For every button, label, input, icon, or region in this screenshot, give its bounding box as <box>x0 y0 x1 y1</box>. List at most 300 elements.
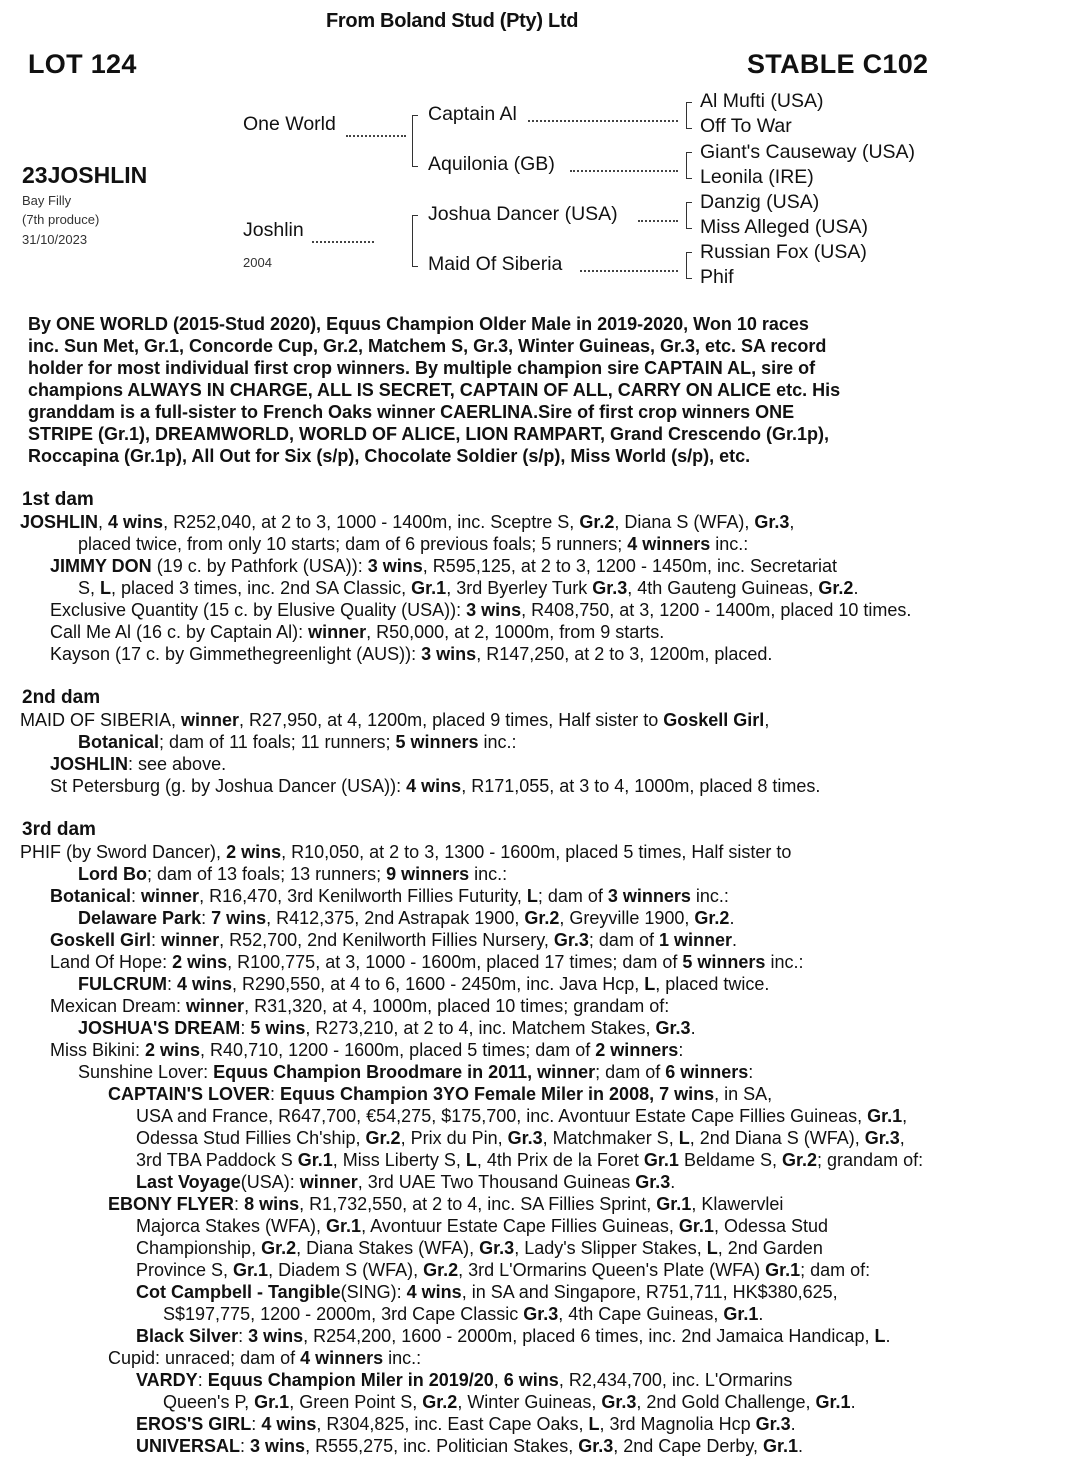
bold-text: L <box>465 1150 477 1170</box>
bold-text: winner <box>181 710 240 730</box>
text: . <box>885 1326 891 1346</box>
text: Miss Bikini: <box>50 1040 146 1060</box>
section-heading: 2nd dam <box>22 687 101 708</box>
bold-text: JOSHLIN <box>50 754 129 774</box>
text: , Green Point S, <box>289 1392 423 1412</box>
text: : <box>251 1414 262 1434</box>
text: St Petersburg (g. by Joshua Dancer (USA)): <box>50 776 407 796</box>
text: ; dam of: <box>800 1260 871 1280</box>
pedigree-line <box>20 1281 923 1303</box>
text: Call Me Al (16 c. by Captain Al): <box>50 622 309 642</box>
bold-text: L <box>678 1128 690 1148</box>
text: , Odessa Stud <box>713 1216 829 1236</box>
text: ; dam of <box>588 930 659 950</box>
summary-line: champions ALWAYS IN CHARGE, ALL IS SECRET, CAPTAIN OF ALL, CARRY ON ALICE etc. His <box>28 380 841 400</box>
bold-text: Gr.1 <box>815 1392 851 1412</box>
bold-text: Equus Champion Broodmare in 2011, winner <box>213 1062 596 1082</box>
text: , Klawervlei <box>691 1194 784 1214</box>
horse-sex: Bay Filly <box>22 193 72 208</box>
text: , R40,710, 1200 - 1600m, placed 5 times; dam of <box>200 1040 596 1060</box>
dam-sire: Joshua Dancer (USA) <box>428 203 618 225</box>
summary-line: STRIPE (Gr.1), DREAMWORLD, WORLD OF ALICE, LION RAMPART, Grand Crescendo (Gr.1p), <box>28 424 830 444</box>
bracket <box>686 202 692 229</box>
pedigree-line <box>20 577 923 599</box>
text: . <box>731 930 737 950</box>
pedigree-line <box>20 1127 923 1149</box>
ancestor: Giant's Causeway (USA) <box>700 141 916 163</box>
text: , R31,320, at 4, 1000m, placed 10 times; grandam of: <box>244 996 670 1016</box>
text: , 3rd Magnolia Hcp <box>599 1414 756 1434</box>
bold-text: Gr.1 <box>723 1304 759 1324</box>
ancestor: Russian Fox (USA) <box>700 241 867 263</box>
text: : <box>238 1326 249 1346</box>
bold-text: 4 wins <box>177 974 233 994</box>
dam-year: 2004 <box>243 255 272 270</box>
text: . <box>690 1018 696 1038</box>
bold-text: Gr.1 <box>656 1194 692 1214</box>
ancestor: Off To War <box>700 115 792 137</box>
sire-sire: Captain Al <box>428 103 517 125</box>
bold-text: 5 winners <box>395 732 479 752</box>
bold-text: Gr.3 <box>553 930 589 950</box>
pedigree-line <box>20 1215 923 1237</box>
text: USA and France, R647,700, €54,275, $175,700, inc. Avontuur Estate Cape Fillies Guineas, <box>136 1106 868 1126</box>
pedigree-line <box>20 1391 923 1413</box>
bold-text: L <box>644 974 656 994</box>
bold-text: Gr.1 <box>297 1150 333 1170</box>
bold-text: 4 winners <box>627 534 711 554</box>
text: , 2nd Diana S (WFA), <box>689 1128 865 1148</box>
bold-text: Gr.1 <box>233 1260 269 1280</box>
pedigree-line <box>20 1435 923 1457</box>
sire-summary <box>28 313 840 467</box>
text: : <box>240 1436 251 1456</box>
bold-text: Gr.2 <box>694 908 730 928</box>
text: , in SA and Singapore, R751,711, HK$380,625, <box>461 1282 838 1302</box>
text: Odessa Stud Fillies Ch'ship, <box>136 1128 366 1148</box>
bold-text: Gr.3 <box>578 1436 614 1456</box>
bold-text: L <box>706 1238 718 1258</box>
text: Beldame S, <box>678 1150 782 1170</box>
bold-text: winner <box>299 1172 358 1192</box>
summary-line: By ONE WORLD (2015-Stud 2020), Equus Champion Older Male in 2019-2020, Won 10 races <box>28 314 809 334</box>
pedigree-line <box>20 1259 923 1281</box>
text: , R27,950, at 4, 1200m, placed 9 times, Half sister to <box>239 710 664 730</box>
bold-text: JOSHUA'S DREAM <box>78 1018 241 1038</box>
bold-text: L <box>588 1414 600 1434</box>
bold-text: Last Voyage <box>136 1172 241 1192</box>
text: : <box>240 1018 251 1038</box>
text: , R171,055, at 3 to 4, 1000m, placed 8 times. <box>461 776 821 796</box>
horse-produce: (7th produce) <box>22 212 100 227</box>
text: PHIF (by Sword Dancer), <box>20 842 227 862</box>
ancestor: Al Mufti (USA) <box>700 90 824 112</box>
bold-text: Equus Champion Miler in 2019/20 <box>207 1370 494 1390</box>
text: , Winter Guineas, <box>457 1392 602 1412</box>
text: , R273,210, at 2 to 4, inc. Matchem Stakes, <box>305 1018 656 1038</box>
pedigree-line <box>20 907 923 929</box>
text: , R10,050, at 2 to 3, 1300 - 1600m, placed 5 times, Half sister to <box>281 842 792 862</box>
text: Sunshine Lover: <box>78 1062 214 1082</box>
text: , Diana Stakes (WFA), <box>296 1238 480 1258</box>
text: . <box>798 1436 804 1456</box>
ancestor: Leonila (IRE) <box>700 166 814 188</box>
pedigree-line <box>20 1039 923 1061</box>
bold-text: Gr.2 <box>261 1238 297 1258</box>
bold-text: 4 wins <box>261 1414 317 1434</box>
text: , 4th Prix de la Foret <box>476 1150 644 1170</box>
text: , <box>493 1370 504 1390</box>
bold-text: Gr.3 <box>479 1238 515 1258</box>
text: , 2nd Garden <box>717 1238 823 1258</box>
text: Exclusive Quantity (15 c. by Elusive Quality (USA)): <box>50 600 467 620</box>
bold-text: L <box>526 886 538 906</box>
text: : <box>131 886 142 906</box>
bold-text: 2 winners <box>595 1040 679 1060</box>
text: , R147,250, at 2 to 3, 1200m, placed. <box>476 644 773 664</box>
text: , R412,375, 2nd Astrapak 1900, <box>266 908 525 928</box>
leader-dots <box>346 135 406 137</box>
bold-text: 4 wins <box>406 1282 462 1302</box>
text: , R52,700, 2nd Kenilworth Fillies Nursery, <box>219 930 554 950</box>
text: Championship, <box>136 1238 262 1258</box>
text: ; dam of <box>537 886 608 906</box>
bold-text: Gr.2 <box>818 578 854 598</box>
bold-text: JIMMY DON <box>50 556 152 576</box>
bold-text: Delaware Park <box>78 908 202 928</box>
bold-text: Gr.1 <box>411 578 447 598</box>
dam-section <box>20 489 923 665</box>
bold-text: UNIVERSAL <box>136 1436 241 1456</box>
pedigree-line <box>20 709 923 731</box>
dam: Joshlin <box>243 219 304 241</box>
pedigree-line <box>20 1369 923 1391</box>
text: placed twice, from only 10 starts; dam of 6 previous foals; 5 runners; <box>78 534 628 554</box>
bracket <box>686 152 692 179</box>
text: MAID OF SIBERIA, <box>20 710 182 730</box>
bold-text: Gr.1 <box>678 1216 714 1236</box>
bold-text: 3 wins <box>466 600 522 620</box>
bold-text: Gr.2 <box>782 1150 818 1170</box>
text: , 4th Gauteng Guineas, <box>627 578 819 598</box>
bold-text: Gr.3 <box>655 1018 691 1038</box>
pedigree-line <box>20 511 923 533</box>
text: , <box>899 1128 905 1148</box>
text: Majorca Stakes (WFA), <box>136 1216 327 1236</box>
text: , Miss Liberty S, <box>332 1150 466 1170</box>
bold-text: Gr.1 <box>254 1392 290 1412</box>
text: ; dam of <box>595 1062 666 1082</box>
dam-dam: Maid Of Siberia <box>428 253 563 275</box>
bold-text: Gr.3 <box>601 1392 637 1412</box>
summary-line: holder for most individual first crop winners. By multiple champion sire CAPTAIN AL, sire of <box>28 358 816 378</box>
bold-text: EROS'S GIRL <box>136 1414 252 1434</box>
text: ; dam of 11 foals; 11 runners; <box>159 732 396 752</box>
text: , 3rd L'Ormarins Queen's Plate (WFA) <box>458 1260 766 1280</box>
bold-text: Gr.3 <box>523 1304 559 1324</box>
text: , Greyville 1900, <box>559 908 695 928</box>
pedigree-line <box>20 1061 923 1083</box>
bold-text: Gr.3 <box>864 1128 900 1148</box>
bold-text: 4 wins <box>108 512 164 532</box>
text: , in SA, <box>714 1084 773 1104</box>
summary-line: Roccapina (Gr.1p), All Out for Six (s/p), Chocolate Soldier (s/p), Miss World (s/p), etc. <box>28 446 751 466</box>
pedigree-line <box>20 621 923 643</box>
text: : <box>748 1062 754 1082</box>
text: . <box>850 1392 856 1412</box>
bold-text: winner <box>186 996 245 1016</box>
bold-text: Gr.3 <box>635 1172 671 1192</box>
bold-text: EBONY FLYER <box>108 1194 235 1214</box>
pedigree-line <box>20 1105 923 1127</box>
bold-text: VARDY <box>136 1370 198 1390</box>
text: inc.: <box>765 952 804 972</box>
bracket <box>686 102 692 129</box>
bold-text: 3 wins <box>250 1436 306 1456</box>
text: , R16,470, 3rd Kenilworth Fillies Futurity, <box>199 886 527 906</box>
summary-line: inc. Sun Met, Gr.1, Concorde Cup, Gr.2, Matchem S, Gr.3, Winter Guineas, Gr.3, etc. SA record <box>28 336 827 356</box>
bold-text: Botanical <box>78 732 160 752</box>
horse-name: 23JOSHLIN <box>22 162 148 188</box>
text: 3rd TBA Paddock S <box>136 1150 298 1170</box>
text: , 2nd Cape Derby, <box>613 1436 763 1456</box>
text: , R50,000, at 2, 1000m, from 9 starts. <box>366 622 665 642</box>
text: inc.: <box>710 534 749 554</box>
pedigree-line <box>20 731 923 753</box>
text: : <box>151 930 162 950</box>
text: : <box>166 974 177 994</box>
text: inc.: <box>383 1348 422 1368</box>
text: : see above. <box>128 754 227 774</box>
ancestor: Danzig (USA) <box>700 191 820 213</box>
text: (USA): <box>240 1172 300 1192</box>
bold-text: Black Silver <box>136 1326 239 1346</box>
bold-text: Goskell Girl <box>663 710 765 730</box>
horse-dob: 31/10/2023 <box>22 232 88 247</box>
bold-text: Lord Bo <box>78 864 147 884</box>
text: inc.: <box>469 864 508 884</box>
leader-dots <box>580 270 678 272</box>
bracket <box>412 215 418 267</box>
bold-text: Gr.3 <box>755 1414 791 1434</box>
text: : <box>269 1084 280 1104</box>
text: Cupid: unraced; dam of <box>108 1348 301 1368</box>
pedigree-line <box>20 533 923 555</box>
text: Land Of Hope: <box>50 952 173 972</box>
text: , placed twice. <box>655 974 770 994</box>
text: , Prix du Pin, <box>400 1128 508 1148</box>
text: Kayson (17 c. by Gimmethegreenlight (AUS)): <box>50 644 422 664</box>
pedigree-line <box>20 929 923 951</box>
text: : <box>201 908 212 928</box>
pedigree-line <box>20 753 923 775</box>
pedigree-line <box>20 1325 923 1347</box>
text: : <box>197 1370 208 1390</box>
bold-text: 7 wins <box>211 908 267 928</box>
bold-text: L <box>874 1326 886 1346</box>
text: , R2,434,700, inc. L'Ormarins <box>558 1370 793 1390</box>
text: S, <box>78 578 101 598</box>
text: , placed 3 times, inc. 2nd SA Classic, <box>111 578 412 598</box>
bold-text: 6 winners <box>665 1062 749 1082</box>
text: S$197,775, 1200 - 2000m, 3rd Cape Classic <box>163 1304 524 1324</box>
text: Province S, <box>136 1260 234 1280</box>
dam-section <box>20 687 923 797</box>
pedigree-line <box>20 1413 923 1435</box>
bold-text: Goskell Girl <box>50 930 152 950</box>
bold-text: 3 wins <box>421 644 477 664</box>
bold-text: winner <box>161 930 220 950</box>
text: , Diana S (WFA), <box>614 512 755 532</box>
text: inc.: <box>690 886 729 906</box>
bold-text: Gr.3 <box>507 1128 543 1148</box>
bold-text: 4 wins <box>406 776 462 796</box>
text: . <box>790 1414 796 1434</box>
bold-text: 3 wins <box>248 1326 304 1346</box>
text: (SING): <box>340 1282 407 1302</box>
text: , 3rd UAE Two Thousand Guineas <box>357 1172 636 1192</box>
pedigree-line <box>20 1347 923 1369</box>
text: . <box>670 1172 676 1192</box>
text: . <box>853 578 859 598</box>
pedigree-line <box>20 885 923 907</box>
bold-text: winner <box>308 622 367 642</box>
section-heading: 3rd dam <box>22 819 96 840</box>
text: , R408,750, at 3, 1200 - 1400m, placed 10 times. <box>521 600 912 620</box>
pedigree-line <box>20 1171 923 1193</box>
bold-text: Gr.1 <box>643 1150 679 1170</box>
bold-text: 6 wins <box>503 1370 559 1390</box>
summary-line: granddam is a full-sister to French Oaks winner CAERLINA.Sire of first crop winners ONE <box>28 402 795 422</box>
text: Mexican Dream: <box>50 996 187 1016</box>
text: (19 c. by Pathfork (USA)): <box>151 556 368 576</box>
pedigree-line <box>20 555 923 577</box>
bold-text: Gr.1 <box>765 1260 801 1280</box>
bold-text: 3 wins <box>367 556 423 576</box>
text: , Matchmaker S, <box>542 1128 679 1148</box>
bold-text: Gr.1 <box>326 1216 362 1236</box>
ancestor: Miss Alleged (USA) <box>700 216 868 238</box>
bold-text: 5 wins <box>250 1018 306 1038</box>
dam-section <box>20 819 923 1457</box>
bold-text: Gr.1 <box>763 1436 799 1456</box>
section-heading: 1st dam <box>22 489 94 510</box>
text: : <box>234 1194 245 1214</box>
dam-line <box>20 489 923 1471</box>
text: , Lady's Slipper Stakes, <box>514 1238 707 1258</box>
text: , <box>902 1106 908 1126</box>
pedigree-line <box>20 599 923 621</box>
bold-text: winner <box>141 886 200 906</box>
text: : <box>678 1040 684 1060</box>
bold-text: 5 winners <box>682 952 766 972</box>
text: ; grandam of: <box>817 1150 924 1170</box>
pedigree-line <box>20 1083 923 1105</box>
consignor: From Boland Stud (Pty) Ltd <box>326 10 579 32</box>
bold-text: Equus Champion 3YO Female Miler in 2008, 7 wins <box>279 1084 715 1104</box>
text: , R252,040, at 2 to 3, 1000 - 1400m, inc. Sceptre S, <box>163 512 580 532</box>
text: , 3rd Byerley Turk <box>446 578 593 598</box>
pedigree-line <box>20 995 923 1017</box>
pedigree-line <box>20 1237 923 1259</box>
stable-number: STABLE C102 <box>747 49 929 79</box>
text: , <box>764 710 770 730</box>
text: , R290,550, at 4 to 6, 1600 - 2450m, inc. Java Hcp, <box>232 974 645 994</box>
bracket <box>412 115 418 167</box>
text: , R595,125, at 2 to 3, 1200 - 1450m, inc. Secretariat <box>422 556 838 576</box>
text: , R555,275, inc. Politician Stakes, <box>305 1436 579 1456</box>
text: , R1,732,550, at 2 to 4, inc. SA Fillies Sprint, <box>299 1194 657 1214</box>
text: , R254,200, 1600 - 2000m, placed 6 times, inc. 2nd Jamaica Handicap, <box>303 1326 875 1346</box>
sire-dam: Aquilonia (GB) <box>428 153 555 175</box>
pedigree-line <box>20 973 923 995</box>
ancestor: Phif <box>700 266 734 288</box>
bold-text: 3 winners <box>607 886 691 906</box>
bold-text: Botanical <box>50 886 132 906</box>
text: inc.: <box>478 732 517 752</box>
bold-text: Gr.2 <box>524 908 560 928</box>
bold-text: 9 winners <box>386 864 470 884</box>
bold-text: Gr.2 <box>579 512 615 532</box>
leader-dots <box>312 241 374 243</box>
leader-dots <box>528 120 678 122</box>
pedigree-line <box>20 1303 923 1325</box>
pedigree-line <box>20 863 923 885</box>
bold-text: Gr.2 <box>423 1260 459 1280</box>
pedigree-line <box>20 1149 923 1171</box>
lot-number: LOT 124 <box>28 49 137 79</box>
text: , <box>98 512 109 532</box>
bold-text: 2 wins <box>145 1040 201 1060</box>
text: , Avontuur Estate Cape Fillies Guineas, <box>361 1216 679 1236</box>
bold-text: 2 wins <box>226 842 282 862</box>
bold-text: Gr.2 <box>422 1392 458 1412</box>
text: , 4th Cape Guineas, <box>558 1304 724 1324</box>
bold-text: JOSHLIN <box>20 512 99 532</box>
text: , R100,775, at 3, 1000 - 1600m, placed 17 times; dam of <box>227 952 683 972</box>
text: . <box>758 1304 764 1324</box>
bold-text: Gr.2 <box>365 1128 401 1148</box>
leader-dots <box>570 170 678 172</box>
bold-text: Gr.3 <box>592 578 628 598</box>
text: , Diadem S (WFA), <box>268 1260 424 1280</box>
bold-text: 4 winners <box>300 1348 384 1368</box>
pedigree-line <box>20 1193 923 1215</box>
bold-text: Gr.3 <box>754 512 790 532</box>
bold-text: Cot Campbell - Tangible <box>136 1282 341 1302</box>
bold-text: FULCRUM <box>78 974 167 994</box>
bold-text: Gr.1 <box>867 1106 903 1126</box>
pedigree-line <box>20 775 923 797</box>
bold-text: CAPTAIN'S LOVER <box>108 1084 270 1104</box>
bold-text: 2 wins <box>172 952 228 972</box>
text: , <box>789 512 795 532</box>
text: Queen's P, <box>163 1392 255 1412</box>
pedigree-line <box>20 951 923 973</box>
text: . <box>729 908 735 928</box>
leader-dots <box>638 220 678 222</box>
text: , 2nd Gold Challenge, <box>636 1392 816 1412</box>
sire: One World <box>243 113 336 135</box>
pedigree-line <box>20 1017 923 1039</box>
pedigree-line <box>20 841 923 863</box>
text: , R304,825, inc. East Cape Oaks, <box>316 1414 589 1434</box>
bold-text: 1 winner <box>658 930 732 950</box>
bracket <box>686 252 692 279</box>
bold-text: 8 wins <box>244 1194 300 1214</box>
bold-text: L <box>100 578 112 598</box>
pedigree-line <box>20 643 923 665</box>
